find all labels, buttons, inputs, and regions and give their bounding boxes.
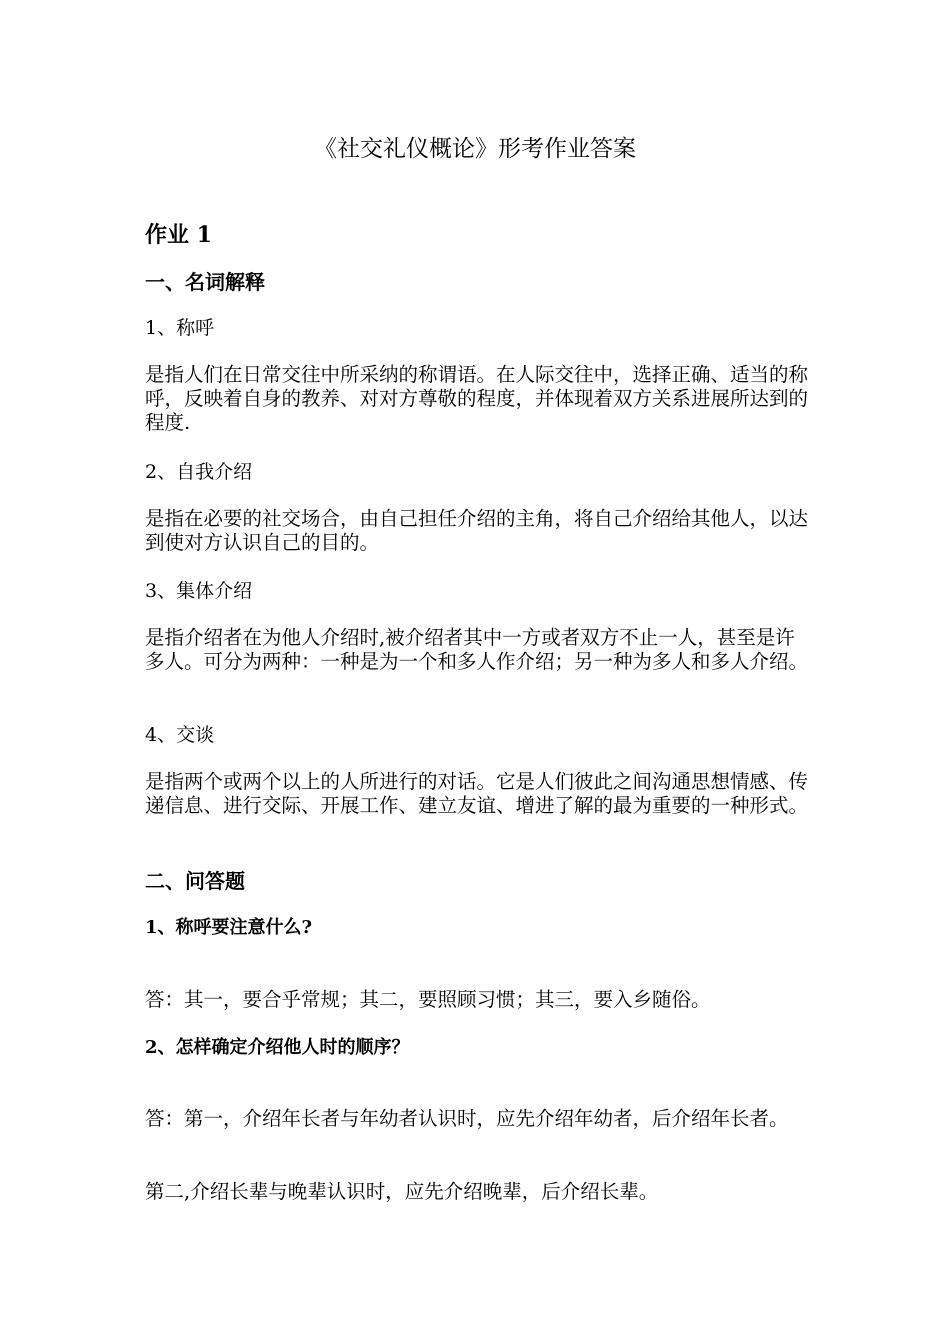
term-title: 2、自我介绍: [145, 461, 253, 483]
term-definition: 是指在必要的社交场合，由自己担任介绍的主角，将自己介绍给其他人，以达到使对方认识自己的目的。: [145, 507, 809, 554]
term-definition: 是指人们在日常交往中所采纳的称谓语。在人际交往中，选择正确、适当的称呼，反映着自身的教养、对对方尊敬的程度，并体现着双方关系进展所达到的程度.: [145, 363, 809, 434]
answer-paragraph: 答：其一，要合乎常规；其二，要照顾习惯；其三，要入乡随俗。: [145, 988, 711, 1011]
term-definition: 是指两个或两个以上的人所进行的对话。它是人们彼此之间沟通思想情感、传递信息、进行交际、开展工作、建立友谊、增进了解的最为重要的一种形式。: [145, 770, 809, 817]
answer-paragraph: 第二,介绍长辈与晚辈认识时，应先介绍晚辈，后介绍长辈。: [145, 1180, 659, 1203]
document-title: 《社交礼仪概论》形考作业答案: [314, 136, 636, 162]
answer-paragraph: 答：第一，介绍年长者与年幼者认识时，应先介绍年幼者，后介绍年长者。: [145, 1107, 789, 1130]
term-definition: 是指介绍者在为他人介绍时,被介绍者其中一方或者双方不止一人，甚至是许多人。可分为两种：一种是为一个和多人作介绍；另一种为多人和多人介绍。: [145, 626, 809, 673]
term-title: 3、集体介绍: [145, 580, 253, 602]
section-heading-qa: 二、问答题: [145, 869, 245, 893]
term-title: 1、称呼: [145, 317, 215, 339]
question-title: 1、称呼要注意什么?: [145, 917, 313, 938]
question-title: 2、怎样确定介绍他人时的顺序？: [145, 1037, 410, 1058]
section-heading-definitions: 一、名词解释: [145, 270, 265, 294]
term-title: 4、交谈: [145, 724, 215, 746]
assignment-heading: 作业 1: [145, 222, 212, 248]
